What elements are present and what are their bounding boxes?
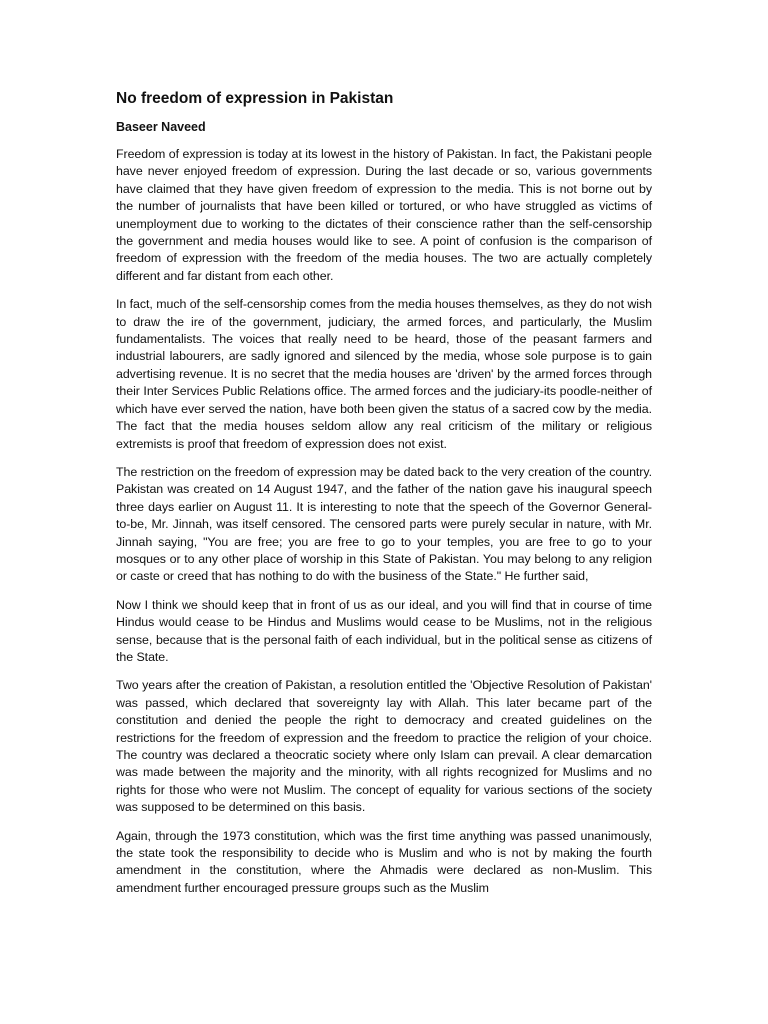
paragraph-5: Two years after the creation of Pakistan, a resolution entitled the 'Objective Resolution of Pakistan' was passed, which declared that sovereignty lay with Allah. This later became part of the constitution and denied the people the right to democracy and created guidelines on the restrictions for the freedom of expression and the freedom to practice the religion of your choice. The country was declared a theocratic society where only Islam can prevail. A clear demarcation was made between the majority and the minority, with all rights recognized for Muslims and no rights for those who were not Muslim. The concept of equality for various sections of the society was supposed to be determined on this basis. — [116, 678, 652, 815]
paragraph-3: The restriction on the freedom of expression may be dated back to the very creation of the country. Pakistan was created on 14 August 1947, and the father of the nation gave his inaugural speech three days earlier on August 11. It is interesting to note that the speech of the Governor General-to-be, Mr. Jinnah, was itself censored. The censored parts were purely secular in nature, with Mr. Jinnah saying, "You are free; you are free to go to your temples, you are free to go to your mosques or to any other place of worship in this State of Pakistan. You may belong to any religion or caste or creed that has nothing to do with the business of the State." He further said, — [116, 464, 652, 584]
paragraph-1: Freedom of expression is today at its lowest in the history of Pakistan. In fact, the Pakistani people have never enjoyed freedom of expression. During the last decade or so, various governments have claimed that they have given freedom of expression to the media. This is not borne out by the number of journalists that have been killed or tortured, or who have struggled as victims of unemployment due to working to the dictates of their conscience rather than the self-censorship the government and media houses would like to see. A point of confusion is the comparison of freedom of expression with the freedom of the media houses. The two are actually completely different and far distant from each other. — [116, 147, 652, 283]
paragraph-2: In fact, much of the self-censorship comes from the media houses themselves, as they do not wish to draw the ire of the government, judiciary, the armed forces, and particularly, the Muslim fundamentalists. The voices that really need to be heard, those of the peasant farmers and industrial labourers, are sadly ignored and silenced by the media, whose sole purpose is to gain advertising revenue. It is no secret that the media houses are 'driven' by the armed forces through their Inter Services Public Relations office. The armed forces and the judiciary-its poodle-neither of which have ever served the nation, have both been given the status of a sacred cow by the media. The fact that the media houses seldom allow any real criticism of the military or religious extremists is proof that freedom of expression does not exist. — [116, 297, 652, 451]
paragraph-6: Again, through the 1973 constitution, which was the first time anything was passed unanimously, the state took the responsibility to decide who is Muslim and who is not by making the fourth amendment in the constitution, where the Ahmadis were declared as non-Muslim. This amendment further encouraged pressure groups such as the Muslim — [116, 828, 652, 895]
article-title: No freedom of expression in Pakistan — [116, 90, 394, 107]
article-body — [116, 88, 652, 908]
article-author: Baseer Naveed — [116, 120, 206, 134]
paragraph-4-quote: Now I think we should keep that in front of us as our ideal, and you will find that in course of time Hindus would cease to be Hindus and Muslims would cease to be Muslims, not in the religious sense, because that is the personal faith of each individual, but in the political sense as citizens of the State. — [116, 597, 652, 664]
